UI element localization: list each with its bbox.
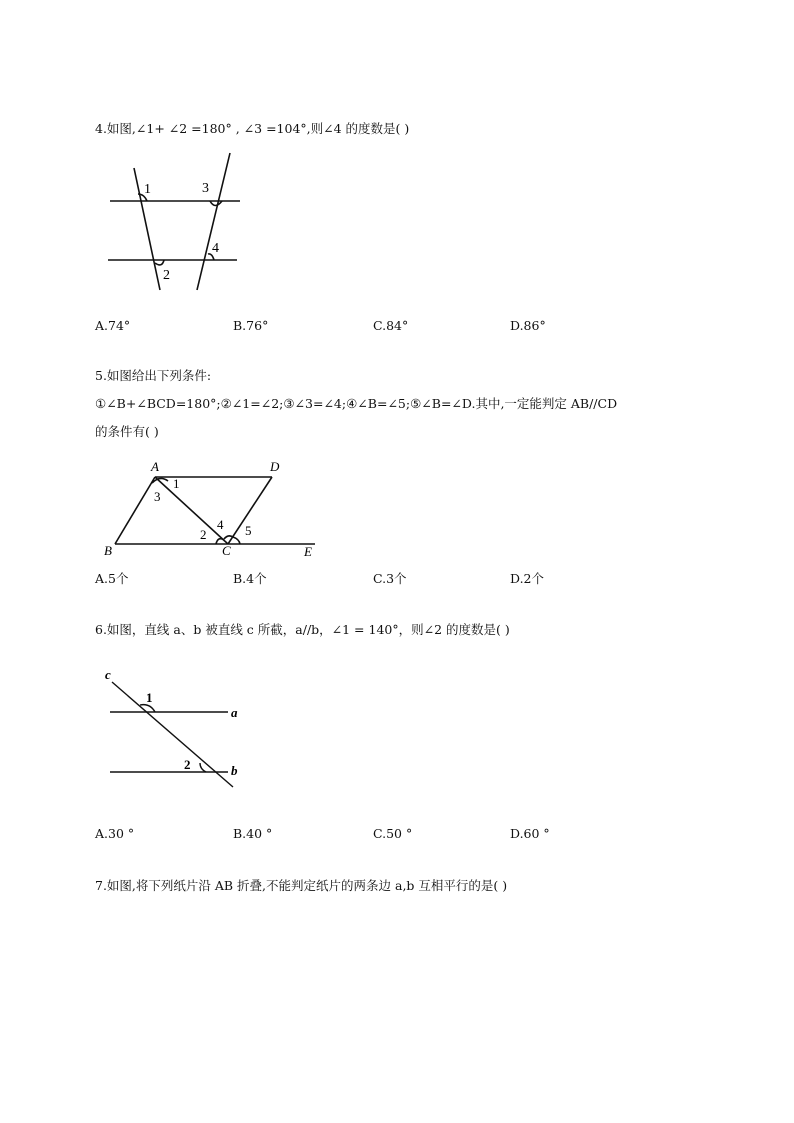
q5-label-b: B: [104, 543, 112, 558]
q6-label-c: c: [105, 667, 111, 682]
question-4-stem: 4.如图,∠1+ ∠2 =180° , ∠3 =104°,则∠4 的度数是( ): [95, 121, 410, 136]
q5-option-c[interactable]: C.3个: [373, 571, 407, 586]
q4-label-1: 1: [144, 182, 151, 197]
q5-option-b[interactable]: B.4个: [233, 571, 267, 586]
q6-option-a[interactable]: A.30 °: [95, 826, 135, 841]
q6-label-1: 1: [146, 690, 153, 705]
question-6-figure: [100, 665, 250, 795]
q4-label-4: 4: [212, 241, 219, 256]
q4-option-c[interactable]: C.84°: [373, 318, 409, 333]
q6-label-b: b: [231, 763, 238, 778]
question-5-stem-end: 的条件有( ): [95, 424, 159, 439]
q5-line-ab: [115, 477, 155, 544]
q5-label-2: 2: [200, 527, 207, 542]
q5-label-a: A: [151, 459, 159, 474]
q5-angle-5-arc: [233, 537, 240, 544]
q4-option-b[interactable]: B.76°: [233, 318, 269, 333]
q4-option-a[interactable]: A.74°: [95, 318, 131, 333]
question-4-figure: [100, 150, 250, 295]
q6-label-a: a: [231, 705, 238, 720]
q4-transversal-right: [197, 153, 230, 290]
q4-option-d[interactable]: D.86°: [510, 318, 546, 333]
question-7-stem: 7.如图,将下列纸片沿 AB 折叠,不能判定纸片的两条边 a,b 互相平行的是( ): [95, 878, 508, 893]
q5-option-a[interactable]: A.5个: [95, 571, 129, 586]
q6-line-c: [112, 682, 233, 787]
q5-label-e: E: [304, 544, 312, 559]
question-6-stem: 6.如图，直线 a、b 被直线 c 所截，a//b，∠1 = 140°，则∠2 的度数是( ): [95, 622, 510, 637]
q6-option-b[interactable]: B.40 °: [233, 826, 273, 841]
q5-label-5: 5: [245, 523, 252, 538]
q5-label-4: 4: [217, 517, 224, 532]
q5-option-d[interactable]: D.2个: [510, 571, 545, 586]
q6-angle-2-arc: [200, 763, 206, 772]
q5-label-1: 1: [173, 476, 180, 491]
q5-label-3: 3: [154, 489, 161, 504]
q5-label-c: C: [222, 543, 231, 558]
q4-label-3: 3: [202, 181, 209, 196]
question-5-stem: 5.如图给出下列条件:: [95, 368, 212, 383]
q5-line-ac: [155, 477, 228, 544]
q6-label-2: 2: [184, 757, 191, 772]
q5-label-d: D: [270, 459, 280, 474]
q6-option-d[interactable]: D.60 °: [510, 826, 550, 841]
question-5-conditions: ①∠B+∠BCD=180°;②∠1=∠2;③∠3=∠4;④∠B=∠5;⑤∠B=∠D.其中,一定能判定 AB//CD: [95, 396, 618, 411]
q6-option-c[interactable]: C.50 °: [373, 826, 413, 841]
q4-label-2: 2: [163, 268, 170, 283]
question-5-figure: [100, 455, 325, 560]
